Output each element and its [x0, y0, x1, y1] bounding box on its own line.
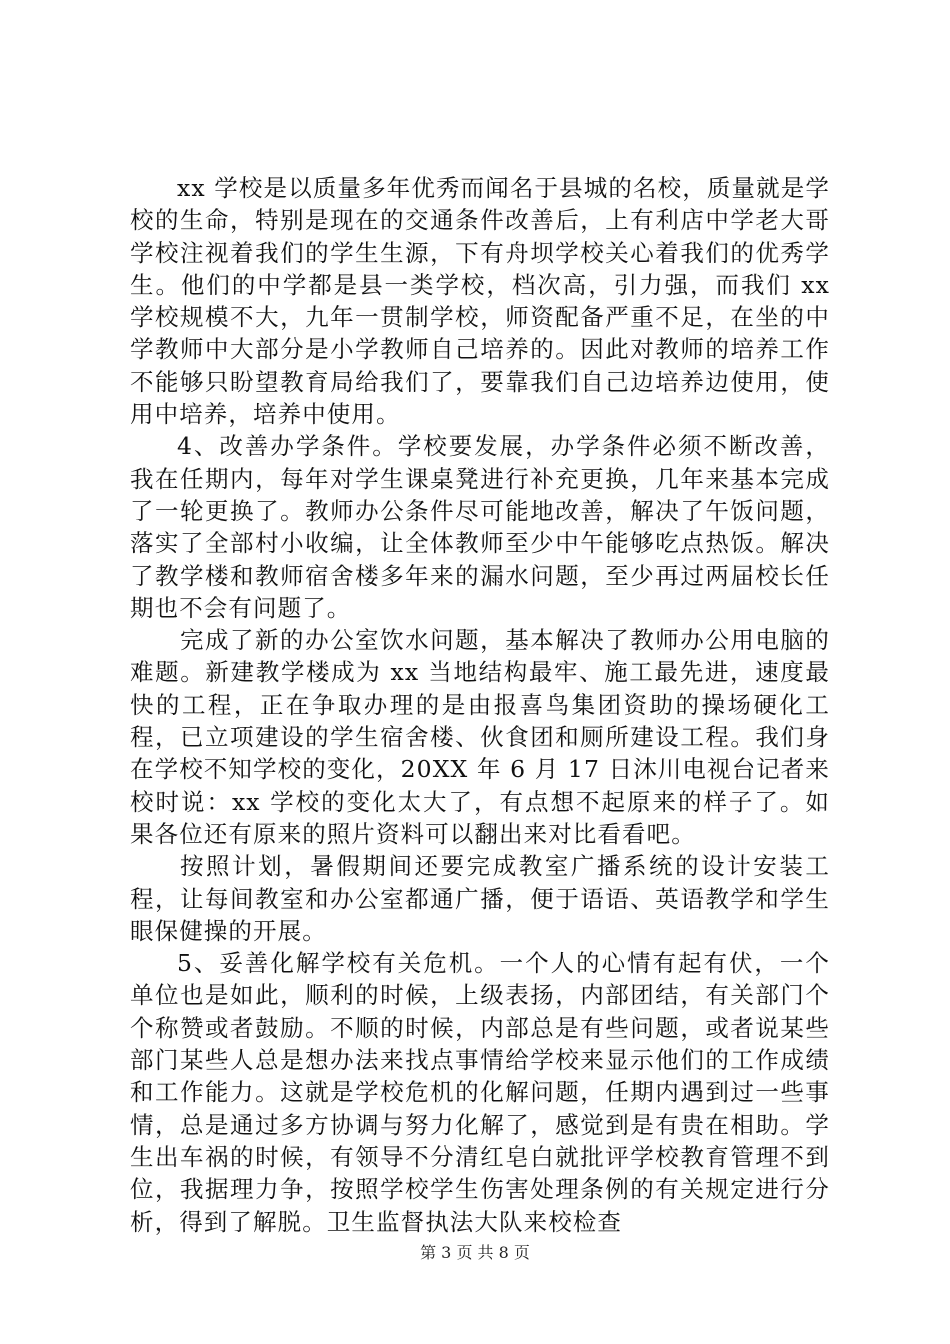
document-body	[130, 172, 830, 1238]
paragraph-new-buildings: 完成了新的办公室饮水问题，基本解决了教师办公用电脑的难题。新建教学楼成为 xx 当地结构最牢、施工最先进，速度最快的工程，正在争取办理的是由报喜鸟集团资助的操场硬化工程，已立项建设的学生宿舍楼、伙食团和厕所建设工程。我们身在学校不知学校的变化，20XX 年 6 月 17 日沐川电视台记者来校时说：xx 学校的变化太大了，有点想不起原来的样子了。如果各位还有原来的照片资料可以翻出来对比看看吧。	[130, 626, 830, 848]
paragraph-broadcast-plan: 按照计划，暑假期间还要完成教室广播系统的设计安装工程，让每间教室和办公室都通广播，便于语语、英语教学和学生眼保健操的开展。	[130, 852, 830, 945]
page-number-footer: 第 3 页 共 8 页	[420, 1243, 530, 1262]
paragraph-teacher-training: xx 学校是以质量多年优秀而闻名于县城的名校，质量就是学校的生命，特别是现在的交通条件改善后，上有利店中学老大哥学校注视着我们的学生生源，下有舟坝学校关心着我们的优秀学生。他们的中学都是县一类学校，档次高，引力强，而我们 xx 学校规模不大，九年一贯制学校，师资配备严重不足，在坐的中学教师中大部分是小学教师自己培养的。因此对教师的培养工作不能够只盼望教育局给我们了，要靠我们自己边培养边使用，使用中培养，培养中使用。	[130, 174, 830, 429]
paragraph-school-conditions: 4、改善办学条件。学校要发展，办学条件必须不断改善，我在任期内，每年对学生课桌凳进行补充更换，几年来基本完成了一轮更换了。教师办公条件尽可能地改善，解决了午饭问题，落实了全部村小收编，让全体教师至少中午能够吃点热饭。解决了教学楼和教师宿舍楼多年来的漏水问题，至少再过两届校长任期也不会有问题了。	[130, 432, 830, 622]
paragraph-crisis-handling: 5、妥善化解学校有关危机。一个人的心情有起有伏，一个单位也是如此，顺利的时候，上级表扬，内部团结，有关部门个个称赞或者鼓励。不顺的时候，内部总是有些问题，或者说某些部门某些人总是想办法来找点事情给学校来显示他们的工作成绩和工作能力。这就是学校危机的化解问题，任期内遇到过一些事情，总是通过多方协调与努力化解了，感觉到是有贵在相助。学生出车祸的时候，有领导不分清红皂白就批评学校教育管理不到位，我据理力争，按照学校学生伤害处理条例的有关规定进行分析，得到了解脱。卫生监督执法大队来校检查	[130, 949, 830, 1236]
